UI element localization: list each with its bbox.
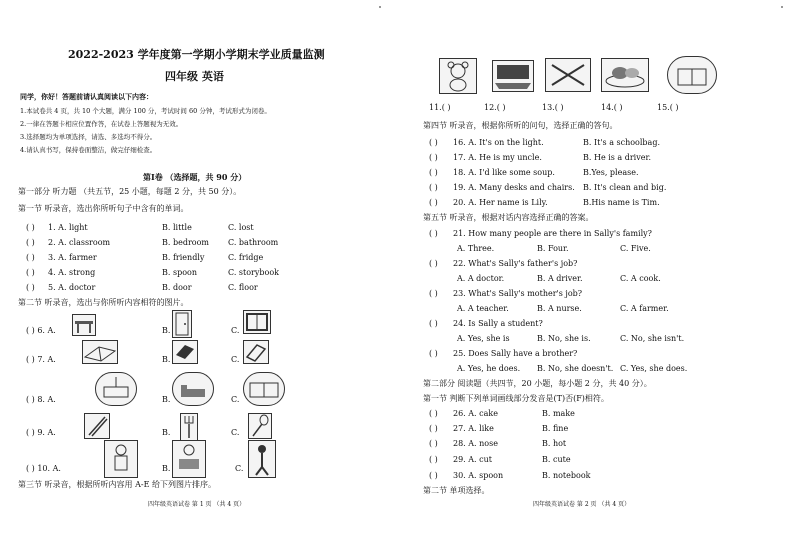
- fork-picture: [180, 413, 198, 441]
- answer-paren[interactable]: ( ): [429, 289, 438, 298]
- section7-title: 第二节 单项选择。: [423, 486, 490, 495]
- answer-paren[interactable]: ( ): [429, 138, 438, 147]
- table-picture: [72, 314, 96, 336]
- q1-option-a: 1. A. light: [48, 223, 88, 232]
- q22-question: 22. What's Sally's father's job?: [453, 259, 578, 268]
- q8-option-b: B.: [162, 395, 171, 404]
- computer-keyboard-picture: [492, 60, 534, 92]
- q24-option-b: B. No, she is.: [537, 334, 591, 343]
- q18-option-a: 18. A. I'd like some soup.: [453, 168, 555, 177]
- blank-11[interactable]: 11.( ): [429, 103, 451, 112]
- section5-title: 第五节 听录音，根据对话内容选择正确的答案。: [423, 213, 594, 222]
- q7-label: ( ) 7. A.: [26, 355, 56, 364]
- answer-paren[interactable]: ( ): [429, 198, 438, 207]
- knife-fork-picture: [545, 58, 591, 92]
- answer-paren[interactable]: ( ): [429, 424, 438, 433]
- q9-label: ( ) 9. A.: [26, 428, 56, 437]
- q10-label: ( ) 10. A.: [26, 464, 61, 473]
- q6-option-b: B.: [162, 326, 171, 335]
- q24-question: 24. Is Sally a student?: [453, 319, 543, 328]
- q19-option-a: 19. A. Many desks and chairs.: [453, 183, 575, 192]
- answer-paren[interactable]: ( ): [26, 268, 35, 277]
- kitchen-picture: [243, 372, 285, 406]
- answer-paren[interactable]: ( ): [429, 183, 438, 192]
- q16-option-b: B. It's a schoolbag.: [583, 138, 660, 147]
- q17-option-b: B. He is a driver.: [583, 153, 651, 162]
- book-picture: [243, 340, 269, 364]
- notice-2: 2.一律在答题卡相应位置作答，在试卷上答题视为无效。: [20, 120, 183, 128]
- q22-option-c: C. A cook.: [620, 274, 661, 283]
- q27-option-a: 27. A. like: [453, 424, 494, 433]
- exam-title: 2022-2023 学年度第一学期小学期末学业质量监测: [68, 48, 325, 61]
- section4-title: 第四节 听录音，根据你所听的问句，选择正确的答句。: [423, 121, 618, 130]
- q22-option-b: B. A driver.: [537, 274, 583, 283]
- section6-title: 第一节 判断下列单词画线部分发音是(T)否(F)相符。: [423, 394, 609, 403]
- page-footer: 四年级英语试卷 第 1 页 （共 4 页）: [148, 501, 246, 508]
- cook-picture: [104, 440, 138, 478]
- scan-mark: [781, 6, 783, 8]
- q5-option-b: B. door: [162, 283, 192, 292]
- bedroom-picture: [172, 372, 214, 406]
- q10-option-b: B.: [162, 464, 171, 473]
- q24-option-c: C. No, she isn't.: [620, 334, 685, 343]
- q8-option-c: C.: [231, 395, 240, 404]
- q4-option-c: C. storybook: [228, 268, 280, 277]
- q9-option-b: B.: [162, 428, 171, 437]
- section3-title: 第三节 听录音，根据所听内容用 A-E 给下列图片排序。: [18, 480, 216, 489]
- q7-option-b: B.: [162, 355, 171, 364]
- q10-option-c: C.: [235, 464, 244, 473]
- q3-option-a: 3. A. farmer: [48, 253, 97, 262]
- q1-option-c: C. lost: [228, 223, 254, 232]
- q25-option-c: C. Yes, she does.: [620, 364, 688, 373]
- q3-option-c: C. fridge: [228, 253, 264, 262]
- q23-option-a: A. A teacher.: [457, 304, 509, 313]
- q3-option-b: B. friendly: [162, 253, 205, 262]
- answer-paren[interactable]: ( ): [429, 259, 438, 268]
- q1-option-b: B. little: [162, 223, 192, 232]
- q28-option-a: 28. A. nose: [453, 439, 498, 448]
- q26-option-b: B. make: [542, 409, 575, 418]
- q6-option-c: C.: [231, 326, 240, 335]
- q4-option-b: B. spoon: [162, 268, 197, 277]
- q30-option-b: B. notebook: [542, 471, 591, 480]
- answer-paren[interactable]: ( ): [429, 471, 438, 480]
- answer-paren[interactable]: ( ): [429, 319, 438, 328]
- q4-option-a: 4. A. strong: [48, 268, 96, 277]
- q28-option-b: B. hot: [542, 439, 567, 448]
- driver-picture: [172, 440, 206, 478]
- q21-option-c: C. Five.: [620, 244, 651, 253]
- q18-option-b: B.Yes, please.: [583, 168, 639, 177]
- teddy-bear-picture: [439, 58, 477, 94]
- q23-option-b: B. A nurse.: [537, 304, 582, 313]
- q9-option-c: C.: [231, 428, 240, 437]
- q25-option-b: B. No, she doesn't.: [537, 364, 614, 373]
- part1-title: 第一部分 听力题 （共五节，25 小题，每题 2 分，共 50 分）。: [18, 187, 242, 196]
- q6-label: ( ) 6. A.: [26, 326, 56, 335]
- blank-14[interactable]: 14.( ): [601, 103, 623, 112]
- answer-paren[interactable]: ( ): [429, 455, 438, 464]
- q2-option-a: 2. A. classroom: [48, 238, 111, 247]
- exam-subtitle: 四年级 英语: [165, 70, 224, 83]
- q21-option-b: B. Four.: [537, 244, 569, 253]
- bathroom-picture: [95, 372, 137, 406]
- storybook-picture: [82, 340, 118, 364]
- q22-option-a: A. A doctor.: [457, 274, 505, 283]
- window-picture: [243, 310, 271, 334]
- q20-option-a: 20. A. Her name is Lily.: [453, 198, 548, 207]
- notice-1: 1.本试卷共 4 页，共 10 个大题，满分 100 分，考试时间 60 分钟，考试形式为闭卷。: [20, 107, 271, 115]
- door-picture: [172, 310, 192, 338]
- section1-title: 第一节 听录音，选出你所听句子中含有的单词。: [18, 204, 189, 213]
- room-picture: [667, 56, 717, 94]
- answer-paren[interactable]: ( ): [26, 238, 35, 247]
- q8-label: ( ) 8. A.: [26, 395, 56, 404]
- q5-option-a: 5. A. doctor: [48, 283, 96, 292]
- q26-option-a: 26. A. cake: [453, 409, 498, 418]
- notice-3: 3.选择题均为单项选择，请选、多选均不得分。: [20, 133, 157, 141]
- answer-paren[interactable]: ( ): [429, 409, 438, 418]
- part2-title: 第二部分 阅读题（共四节，20 小题，每小题 2 分，共 40 分）。: [423, 379, 652, 388]
- answer-paren[interactable]: ( ): [26, 223, 35, 232]
- q20-option-b: B.His name is Tim.: [583, 198, 660, 207]
- answer-paren[interactable]: ( ): [429, 349, 438, 358]
- farmer-picture: [248, 440, 276, 478]
- q5-option-c: C. floor: [228, 283, 258, 292]
- chopsticks-picture: [84, 413, 110, 439]
- answer-paren[interactable]: ( ): [429, 168, 438, 177]
- q19-option-b: B. It's clean and big.: [583, 183, 667, 192]
- q23-option-c: C. A farmer.: [620, 304, 669, 313]
- answer-paren[interactable]: ( ): [26, 283, 35, 292]
- blank-15[interactable]: 15.( ): [657, 103, 679, 112]
- q7-option-c: C.: [231, 355, 240, 364]
- q21-option-a: A. Three.: [457, 244, 495, 253]
- q24-option-a: A. Yes, she is: [457, 334, 510, 343]
- q29-option-a: 29. A. cut: [453, 455, 492, 464]
- q16-option-a: 16. A. It's on the light.: [453, 138, 544, 147]
- q29-option-b: B. cute: [542, 455, 571, 464]
- right-page: [405, 0, 794, 550]
- q23-question: 23. What's Sally's mother's job?: [453, 289, 583, 298]
- q25-question: 25. Does Sally have a brother?: [453, 349, 578, 358]
- q2-option-b: B. bedroom: [162, 238, 209, 247]
- answer-paren[interactable]: ( ): [26, 253, 35, 262]
- blank-13[interactable]: 13.( ): [542, 103, 564, 112]
- q21-question: 21. How many people are there in Sally's family?: [453, 229, 652, 238]
- notice-heading: 同学，你好！答题前请认真阅读以下内容：: [20, 92, 153, 101]
- scan-mark: [379, 6, 381, 8]
- volume-title: 第Ⅰ卷 （选择题，共 90 分）: [143, 172, 247, 182]
- answer-paren[interactable]: ( ): [429, 439, 438, 448]
- spoon-picture: [248, 413, 272, 439]
- notebook-picture: [172, 340, 198, 364]
- q30-option-a: 30. A. spoon: [453, 471, 504, 480]
- notice-4: 4.请认真书写，保持卷面整洁，做完仔细检查。: [20, 146, 157, 154]
- section2-title: 第二节 听录音，选出与你所听内容相符的图片。: [18, 298, 189, 307]
- blank-12[interactable]: 12.( ): [484, 103, 506, 112]
- q27-option-b: B. fine: [542, 424, 569, 433]
- answer-paren[interactable]: ( ): [429, 153, 438, 162]
- page-footer: 四年级英语试卷 第 2 页 （共 4 页）: [533, 501, 631, 508]
- food-plate-picture: [601, 58, 649, 92]
- q17-option-a: 17. A. He is my uncle.: [453, 153, 542, 162]
- q2-option-c: C. bathroom: [228, 238, 279, 247]
- q25-option-a: A. Yes, he does.: [457, 364, 521, 373]
- answer-paren[interactable]: ( ): [429, 229, 438, 238]
